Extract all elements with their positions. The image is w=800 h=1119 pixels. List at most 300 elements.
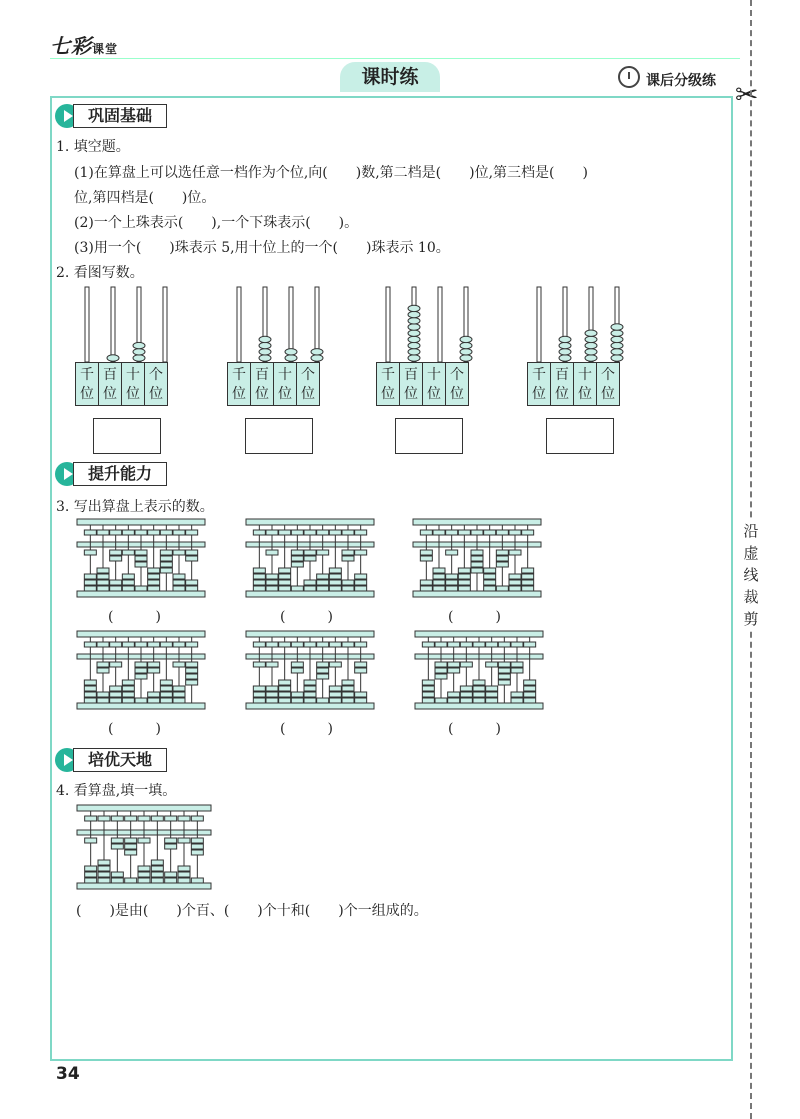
abacus-lower-bead (435, 668, 447, 673)
abacus-lower-bead (111, 844, 123, 849)
abacus-lower-bead (422, 680, 434, 685)
label-ones: 个 位 (296, 362, 320, 406)
abacus-frame-top (246, 631, 374, 637)
abacus-lower-bead (97, 668, 109, 673)
abacus-lower-bead (151, 866, 163, 871)
abacus-upper-bead (148, 530, 160, 535)
abacus-lower-bead (84, 586, 96, 591)
abacus-bead (408, 342, 420, 348)
abacus-bead (585, 336, 597, 342)
abacus-lower-bead (85, 838, 97, 843)
abacus-rod (237, 287, 241, 362)
abacus-lower-bead (186, 662, 198, 667)
abacus-upper-bead (342, 530, 354, 535)
abacus-bead (460, 336, 472, 342)
abacus-bead (611, 330, 623, 336)
abacus-lower-bead (355, 550, 367, 555)
abacus-bead (611, 349, 623, 355)
abacus-upper-bead (329, 642, 341, 647)
abacus-lower-bead (266, 698, 278, 703)
abacus-lower-bead (304, 680, 316, 685)
abacus-lower-bead (98, 866, 110, 871)
abacus-frame-bottom (77, 591, 205, 597)
abacus-upper-bead (178, 816, 190, 821)
abacus-lower-bead (148, 692, 160, 697)
abacus-upper-bead (85, 816, 97, 821)
abacus-lower-bead (253, 574, 265, 579)
q2-answer-box-2[interactable] (245, 418, 313, 454)
abacus-lower-bead (291, 692, 303, 697)
abacus-lower-bead (498, 668, 510, 673)
abacus-lower-bead (111, 838, 123, 843)
abacus-lower-bead (522, 586, 534, 591)
label-ones: 个 位 (445, 362, 469, 406)
abacus-lower-bead (422, 692, 434, 697)
abacus-lower-bead (420, 550, 432, 555)
abacus-lower-bead (486, 662, 498, 667)
abacus-upper-bead (291, 530, 303, 535)
abacus-lower-bead (458, 568, 470, 573)
abacus-upper-bead (191, 816, 203, 821)
abacus-upper-bead (111, 816, 123, 821)
abacus-lower-bead (110, 686, 122, 691)
abacus-frame-top (77, 631, 205, 637)
abacus-lower-bead (122, 586, 134, 591)
abacus-bead (559, 349, 571, 355)
abacus-lower-bead (473, 686, 485, 691)
abacus-upper-bead (84, 530, 96, 535)
abacus-lower-bead (191, 838, 203, 843)
abacus-lower-bead (420, 580, 432, 585)
abacus-lower-bead (135, 550, 147, 555)
abacus-lower-bead (498, 662, 510, 667)
label-thousands: 千 位 (75, 362, 99, 406)
abacus-lower-bead (125, 878, 137, 883)
abacus-lower-bead (473, 680, 485, 685)
q3-answer-2[interactable]: ( ) (280, 609, 333, 625)
abacus-lower-bead (498, 674, 510, 679)
abacus-upper-bead (173, 530, 185, 535)
label-thousands: 千 位 (527, 362, 551, 406)
scissors-icon: ✂ (735, 78, 759, 111)
abacus-upper-bead (135, 642, 147, 647)
abacus-frame-top (246, 519, 374, 525)
abacus-bead (460, 355, 472, 361)
abacus-upper-bead (304, 530, 316, 535)
abacus-lower-bead (148, 574, 160, 579)
abacus-lower-bead (355, 668, 367, 673)
abacus-upper-bead (355, 530, 367, 535)
abacus-lower-bead (98, 878, 110, 883)
abacus-upper-bead (266, 642, 278, 647)
abacus-lower-bead (317, 550, 329, 555)
abacus-lower-bead (496, 556, 508, 561)
abacus-lower-bead (253, 586, 265, 591)
abacus-bead (559, 355, 571, 361)
abacus-lower-bead (160, 562, 172, 567)
abacus-upper-bead (522, 530, 534, 535)
q2-answer-box-4[interactable] (546, 418, 614, 454)
abacus-lower-bead (522, 580, 534, 585)
q3-answer-4[interactable]: ( ) (108, 721, 161, 737)
abacus-lower-bead (186, 680, 198, 685)
abacus-lower-bead (433, 580, 445, 585)
abacus-lower-bead (178, 838, 190, 843)
abacus-lower-bead (165, 838, 177, 843)
abacus-bead (259, 349, 271, 355)
abacus-lower-bead (355, 574, 367, 579)
abacus-lower-bead (448, 668, 460, 673)
abacus-lower-bead (446, 550, 458, 555)
abacus-bead (611, 324, 623, 330)
abacus-lower-bead (317, 674, 329, 679)
abacus-lower-bead (111, 878, 123, 883)
abacus-lower-bead (266, 662, 278, 667)
abacus-lower-bead (509, 574, 521, 579)
abacus-lower-bead (173, 692, 185, 697)
abacus-lower-bead (165, 844, 177, 849)
abacus-2-labels (227, 362, 319, 406)
abacus-bead (408, 355, 420, 361)
abacus-lower-bead (266, 686, 278, 691)
abacus-lower-bead (110, 580, 122, 585)
q3-abacus-5 (245, 630, 375, 710)
abacus-lower-bead (125, 838, 137, 843)
abacus-lower-bead (160, 550, 172, 555)
abacus-lower-bead (191, 878, 203, 883)
abacus-upper-bead (355, 642, 367, 647)
abacus-lower-bead (151, 860, 163, 865)
abacus-upper-bead (173, 642, 185, 647)
q3-abacus-4 (76, 630, 206, 710)
abacus-lower-bead (342, 698, 354, 703)
q3-abacus-6 (414, 630, 544, 710)
abacus-lower-bead (186, 556, 198, 561)
abacus-lower-bead (342, 680, 354, 685)
abacus-lower-bead (433, 586, 445, 591)
abacus-lower-bead (135, 556, 147, 561)
abacus-upper-bead (435, 642, 447, 647)
q2-answer-box-1[interactable] (93, 418, 161, 454)
abacus-lower-bead (186, 550, 198, 555)
abacus-upper-bead (110, 530, 122, 535)
abacus-bead (611, 342, 623, 348)
abacus-lower-bead (266, 586, 278, 591)
abacus-upper-bead (266, 530, 278, 535)
abacus-lower-bead (329, 698, 341, 703)
abacus-lower-bead (125, 850, 137, 855)
abacus-lower-bead (304, 586, 316, 591)
abacus-lower-bead (84, 686, 96, 691)
q1-line2: 位,第四档是( )位。 (74, 190, 216, 206)
abacus-lower-bead (486, 698, 498, 703)
abacus-lower-bead (355, 580, 367, 585)
abacus-upper-bead (122, 642, 134, 647)
abacus-lower-bead (173, 686, 185, 691)
abacus-lower-bead (446, 580, 458, 585)
abacus-lower-bead (471, 568, 483, 573)
abacus-lower-bead (329, 586, 341, 591)
abacus-upper-bead (422, 642, 434, 647)
abacus-bead (460, 342, 472, 348)
abacus-rod (163, 287, 167, 362)
abacus-lower-bead (135, 668, 147, 673)
abacus-lower-bead (160, 680, 172, 685)
abacus-lower-bead (329, 686, 341, 691)
q1-line3: (2)一个上珠表示( ),一个下珠表示( )。 (74, 215, 359, 231)
abacus-lower-bead (471, 562, 483, 567)
label-tens: 十 位 (422, 362, 446, 406)
abacus-lower-bead (355, 692, 367, 697)
abacus-lower-bead (524, 680, 536, 685)
label-hundreds: 百 位 (399, 362, 423, 406)
abacus-lower-bead (304, 556, 316, 561)
abacus-frame-bottom (77, 883, 211, 889)
abacus-lower-bead (84, 692, 96, 697)
abacus-lower-bead (524, 692, 536, 697)
abacus-lower-bead (97, 662, 109, 667)
abacus-lower-bead (522, 574, 534, 579)
q3-answer-3[interactable]: ( ) (448, 609, 501, 625)
abacus-lower-bead (253, 580, 265, 585)
abacus-lower-bead (317, 586, 329, 591)
abacus-bead (311, 355, 323, 361)
q3-answer-5[interactable]: ( ) (280, 721, 333, 737)
abacus-bead (408, 305, 420, 311)
abacus-lower-bead (266, 574, 278, 579)
abacus-bead (133, 342, 145, 348)
abacus-lower-bead (160, 698, 172, 703)
abacus-upper-bead (125, 816, 137, 821)
abacus-lower-bead (329, 568, 341, 573)
label-hundreds: 百 位 (250, 362, 274, 406)
abacus-lower-bead (186, 674, 198, 679)
abacus-lower-bead (191, 844, 203, 849)
abacus-4-labels (527, 362, 619, 406)
abacus-lower-bead (148, 662, 160, 667)
abacus-lower-bead (446, 586, 458, 591)
abacus-lower-bead (291, 556, 303, 561)
abacus-lower-bead (122, 680, 134, 685)
abacus-lower-bead (433, 568, 445, 573)
abacus-lower-bead (484, 586, 496, 591)
abacus-1-labels (75, 362, 167, 406)
abacus-upper-bead (433, 530, 445, 535)
abacus-lower-bead (342, 692, 354, 697)
page-number: 34 (56, 1064, 96, 1086)
abacus-upper-bead (253, 642, 265, 647)
abacus-upper-bead (484, 530, 496, 535)
abacus-lower-bead (329, 580, 341, 585)
abacus-bead (585, 355, 597, 361)
abacus-lower-bead (178, 872, 190, 877)
label-hundreds: 百 位 (550, 362, 574, 406)
abacus-lower-bead (317, 574, 329, 579)
abacus-lower-bead (148, 568, 160, 573)
abacus-bead (285, 349, 297, 355)
abacus-frame-top (77, 805, 211, 811)
label-ones: 个 位 (596, 362, 620, 406)
abacus-lower-bead (138, 838, 150, 843)
q3-abacus-3 (412, 518, 542, 598)
abacus-lower-bead (191, 850, 203, 855)
abacus-upper-bead (509, 530, 521, 535)
abacus-lower-bead (84, 580, 96, 585)
abacus-lower-bead (122, 550, 134, 555)
abacus-lower-bead (148, 580, 160, 585)
abacus-lower-bead (125, 844, 137, 849)
abacus-lower-bead (448, 662, 460, 667)
abacus-lower-bead (342, 686, 354, 691)
abacus-lower-bead (420, 556, 432, 561)
abacus-lower-bead (471, 550, 483, 555)
section-title: 巩固基础 (73, 104, 167, 128)
abacus-lower-bead (471, 556, 483, 561)
section-title: 提升能力 (73, 462, 167, 486)
abacus-lower-bead (85, 866, 97, 871)
q4-abacus (76, 804, 212, 890)
abacus-upper-bead (486, 642, 498, 647)
abacus-bead (133, 349, 145, 355)
abacus-lower-bead (122, 580, 134, 585)
abacus-lower-bead (498, 680, 510, 685)
abacus-bead (259, 355, 271, 361)
abacus-lower-bead (435, 662, 447, 667)
abacus-bead (408, 330, 420, 336)
abacus-lower-bead (148, 586, 160, 591)
abacus-lower-bead (173, 550, 185, 555)
abacus-upper-bead (138, 816, 150, 821)
abacus-lower-bead (291, 698, 303, 703)
abacus-frame-bottom (415, 703, 543, 709)
abacus-lower-bead (317, 580, 329, 585)
abacus-lower-bead (484, 574, 496, 579)
abacus-lower-bead (135, 698, 147, 703)
abacus-rod (111, 287, 115, 362)
q2-abacus-rods (60, 282, 680, 362)
label-ones: 个 位 (144, 362, 168, 406)
abacus-bead (408, 349, 420, 355)
abacus-lower-bead (110, 550, 122, 555)
q2-heading: 2. 看图写数。 (56, 265, 144, 281)
abacus-upper-bead (496, 530, 508, 535)
abacus-lower-bead (110, 662, 122, 667)
abacus-lower-bead (511, 668, 523, 673)
abacus-lower-bead (511, 662, 523, 667)
abacus-lower-bead (97, 580, 109, 585)
abacus-lower-bead (84, 550, 96, 555)
abacus-upper-bead (511, 642, 523, 647)
abacus-lower-bead (266, 692, 278, 697)
abacus-lower-bead (279, 686, 291, 691)
abacus-lower-bead (97, 692, 109, 697)
abacus-lower-bead (473, 698, 485, 703)
abacus-lower-bead (486, 692, 498, 697)
abacus-lower-bead (84, 698, 96, 703)
abacus-frame-top (413, 519, 541, 525)
abacus-lower-bead (355, 698, 367, 703)
abacus-lower-bead (329, 574, 341, 579)
q4-sentence[interactable]: ( )是由( )个百、( )个十和( )个一组成的。 (76, 903, 428, 919)
abacus-lower-bead (317, 662, 329, 667)
abacus-lower-bead (291, 662, 303, 667)
abacus-frame-bottom (77, 703, 205, 709)
abacus-lower-bead (304, 698, 316, 703)
abacus-upper-bead (498, 642, 510, 647)
abacus-lower-bead (304, 550, 316, 555)
abacus-lower-bead (165, 878, 177, 883)
abacus-lower-bead (173, 698, 185, 703)
q2-answer-box-3[interactable] (395, 418, 463, 454)
abacus-upper-bead (473, 642, 485, 647)
abacus-bead (585, 349, 597, 355)
abacus-bead (133, 355, 145, 361)
label-thousands: 千 位 (376, 362, 400, 406)
abacus-lower-bead (138, 872, 150, 877)
q1-heading: 1. 填空题。 (56, 139, 130, 155)
q4-heading: 4. 看算盘,填一填。 (56, 783, 177, 799)
abacus-upper-bead (148, 642, 160, 647)
abacus-lower-bead (122, 574, 134, 579)
abacus-lower-bead (138, 866, 150, 871)
abacus-lower-bead (522, 568, 534, 573)
abacus-lower-bead (97, 698, 109, 703)
abacus-lower-bead (511, 692, 523, 697)
abacus-lower-bead (484, 580, 496, 585)
abacus-bead (559, 336, 571, 342)
abacus-upper-bead (317, 642, 329, 647)
abacus-upper-bead (97, 642, 109, 647)
abacus-rod (85, 287, 89, 362)
abacus-lower-bead (304, 692, 316, 697)
abacus-rod (537, 287, 541, 362)
abacus-lower-bead (460, 698, 472, 703)
abacus-lower-bead (458, 586, 470, 591)
abacus-bead (408, 311, 420, 317)
abacus-lower-bead (84, 680, 96, 685)
abacus-lower-bead (484, 568, 496, 573)
abacus-upper-bead (279, 530, 291, 535)
abacus-bead (285, 355, 297, 361)
abacus-lower-bead (460, 686, 472, 691)
abacus-lower-bead (160, 686, 172, 691)
abacus-lower-bead (110, 556, 122, 561)
abacus-lower-bead (160, 556, 172, 561)
abacus-lower-bead (458, 574, 470, 579)
abacus-lower-bead (148, 668, 160, 673)
abacus-lower-bead (97, 586, 109, 591)
abacus-lower-bead (509, 586, 521, 591)
abacus-lower-bead (342, 550, 354, 555)
abacus-upper-bead (304, 642, 316, 647)
abacus-bead (311, 349, 323, 355)
q3-answer-6[interactable]: ( ) (448, 721, 501, 737)
abacus-lower-bead (317, 698, 329, 703)
abacus-upper-bead (98, 816, 110, 821)
abacus-lower-bead (160, 692, 172, 697)
abacus-lower-bead (135, 662, 147, 667)
label-hundreds: 百 位 (98, 362, 122, 406)
q3-answer-1[interactable]: ( ) (108, 609, 161, 625)
abacus-lower-bead (460, 692, 472, 697)
abacus-frame-bottom (246, 703, 374, 709)
abacus-lower-bead (279, 586, 291, 591)
abacus-lower-bead (186, 586, 198, 591)
abacus-upper-bead (160, 530, 172, 535)
abacus-lower-bead (435, 698, 447, 703)
abacus-3-labels (376, 362, 468, 406)
abacus-upper-bead (329, 530, 341, 535)
